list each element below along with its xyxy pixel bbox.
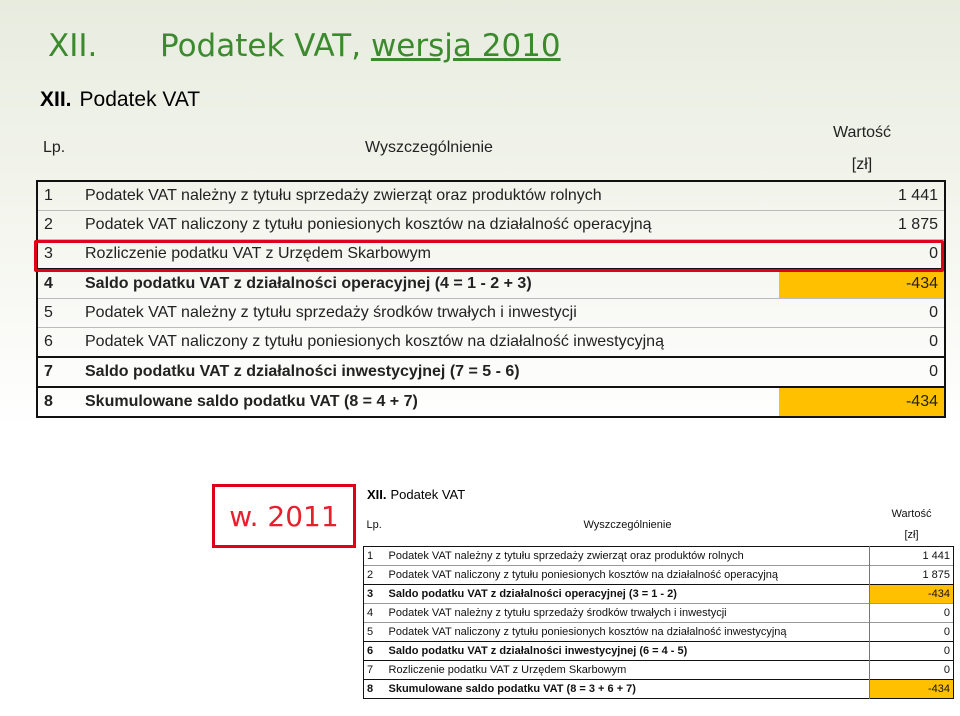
row-desc: Saldo podatku VAT z działalności operacyjnej (3 = 1 - 2) <box>386 585 870 604</box>
table-row <box>364 566 954 585</box>
row-desc: Podatek VAT naliczony z tytułu poniesionych kosztów na działalność operacyjną <box>386 566 870 585</box>
row-lp: 5 <box>37 299 79 328</box>
row-desc: Rozliczenie podatku VAT z Urzędem Skarbowym <box>85 245 431 262</box>
row-lp: 3 <box>37 240 79 270</box>
main-section-label: Podatek VAT <box>79 88 201 111</box>
row-value: 0 <box>870 604 954 623</box>
row-value: 0 <box>870 661 954 680</box>
row-value: 0 <box>870 642 954 661</box>
row-value: 1 875 <box>870 566 954 585</box>
table-row-total <box>364 680 954 699</box>
row-desc: Podatek VAT należny z tytułu sprzedaży zwierząt oraz produktów rolnych <box>85 187 602 204</box>
slide-title-main: Podatek VAT, <box>160 28 371 64</box>
row-desc: Saldo podatku VAT z działalności inwestycyjnej (6 = 4 - 5) <box>386 642 870 661</box>
small-section-title <box>367 487 465 502</box>
row-desc: Skumulowane saldo podatku VAT (8 = 4 + 7) <box>85 393 418 410</box>
col-header-unit: [zł] <box>851 156 873 173</box>
row-lp: 2 <box>364 566 386 585</box>
row-value: 0 <box>779 299 945 328</box>
table-row <box>37 299 945 328</box>
slide-title-number: XII. <box>48 28 98 64</box>
table-row-subtotal <box>364 585 954 604</box>
small-section-label: Podatek VAT <box>390 487 466 502</box>
row-lp: 4 <box>364 604 386 623</box>
table-row-subtotal <box>37 269 945 299</box>
row-desc: Podatek VAT należny z tytułu sprzedaży środków trwałych i inwestycji <box>85 304 577 321</box>
small-col-header-desc: Wyszczególnienie <box>583 519 672 531</box>
row-lp: 8 <box>37 387 79 417</box>
row-desc: Saldo podatku VAT z działalności operacyjnej (4 = 1 - 2 + 3) <box>85 275 532 292</box>
row-lp: 1 <box>37 181 79 211</box>
row-value: 1 875 <box>779 211 945 240</box>
table-row-total <box>37 387 945 417</box>
row-desc: Podatek VAT należny z tytułu sprzedaży środków trwałych i inwestycji <box>386 604 870 623</box>
row-lp: 3 <box>364 585 386 604</box>
small-section-number: XII. <box>367 487 387 502</box>
row-desc: Saldo podatku VAT z działalności inwestycyjnej (7 = 5 - 6) <box>85 363 520 380</box>
row-desc: Podatek VAT należny z tytułu sprzedaży zwierząt oraz produktów rolnych <box>386 547 870 566</box>
row-desc: Skumulowane saldo podatku VAT (8 = 3 + 6 + 7) <box>386 680 870 699</box>
row-lp: 7 <box>364 661 386 680</box>
row-lp: 8 <box>364 680 386 699</box>
row-value: -434 <box>779 269 945 299</box>
row-value: -434 <box>870 585 954 604</box>
row-value: 1 441 <box>779 181 945 211</box>
small-col-header-lp: Lp. <box>366 519 382 531</box>
col-header-desc: Wyszczególnienie <box>365 139 493 156</box>
row-value: 1 441 <box>870 547 954 566</box>
table-row <box>364 604 954 623</box>
vat-table-2011 <box>363 504 954 699</box>
row-value: -434 <box>870 680 954 699</box>
row-lp: 1 <box>364 547 386 566</box>
table-row-subtotal <box>364 642 954 661</box>
row-lp: 2 <box>37 211 79 240</box>
table-row <box>364 547 954 566</box>
small-col-header-value: Wartość <box>891 508 932 520</box>
table-row <box>37 181 945 211</box>
year-2011-badge: w. 2011 <box>212 484 356 548</box>
row-desc: Rozliczenie podatku VAT z Urzędem Skarbowym <box>386 661 870 680</box>
row-value: 0 <box>779 328 945 358</box>
table-row-subtotal <box>37 357 945 387</box>
row-lp: 5 <box>364 623 386 642</box>
slide-title <box>48 28 561 64</box>
row-desc: Podatek VAT naliczony z tytułu poniesionych kosztów na działalność operacyjną <box>85 216 652 233</box>
row-desc: Podatek VAT naliczony z tytułu poniesionych kosztów na działalność inwestycyjną <box>386 623 870 642</box>
row-value: 0 <box>870 623 954 642</box>
table-row <box>364 623 954 642</box>
row-lp: 6 <box>37 328 79 358</box>
table-row <box>37 211 945 240</box>
small-col-header-unit: [zł] <box>904 529 919 541</box>
slide-title-version-link[interactable]: wersja 2010 <box>370 28 561 64</box>
row-value: 0 <box>779 240 945 270</box>
row-lp: 7 <box>37 357 79 387</box>
main-section-number: XII. <box>40 88 72 111</box>
row-value: 0 <box>779 357 945 387</box>
row-value: -434 <box>779 387 945 417</box>
table-row <box>364 661 954 680</box>
highlight-frame <box>34 240 944 272</box>
row-lp: 6 <box>364 642 386 661</box>
col-header-value: Wartość <box>832 124 892 141</box>
col-header-lp: Lp. <box>43 139 66 156</box>
row-lp: 4 <box>37 269 79 299</box>
row-desc: Podatek VAT naliczony z tytułu poniesionych kosztów na działalność inwestycyjną <box>85 333 664 350</box>
table-row <box>37 328 945 358</box>
main-section-title <box>40 88 200 112</box>
